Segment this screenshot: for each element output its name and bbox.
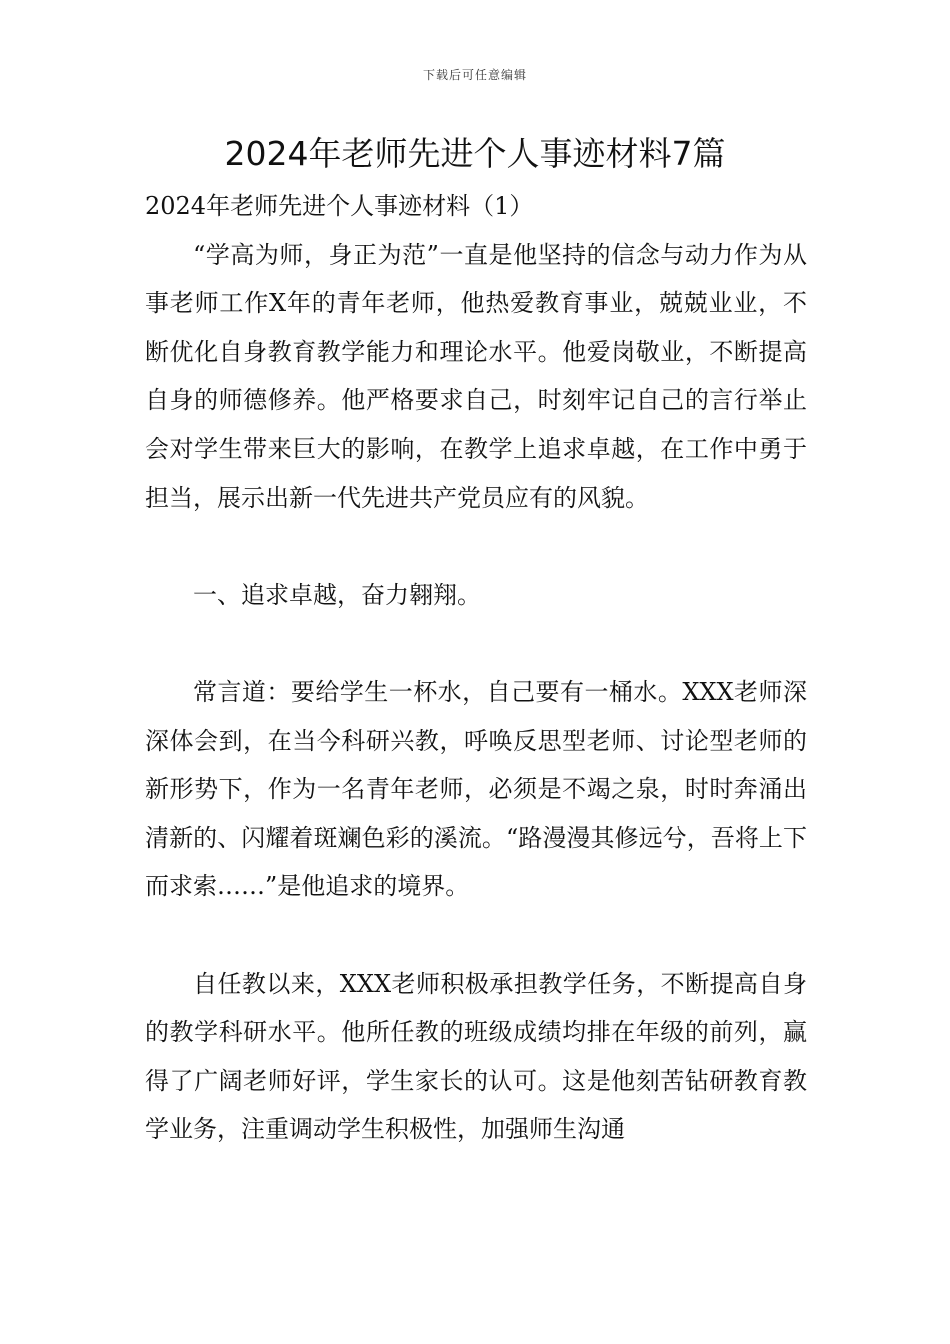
section-subtitle: 2024年老师先进个人事迹材料（1） — [145, 192, 534, 220]
paragraph-intro: “学高为师，身正为范”一直是他坚持的信念与动力作为从事老师工作X年的青年老师，他热爱教育事业，兢兢业业，不断优化自身教育教学能力和理论水平。他爱岗敬业，不断提高自身的师德修养。他严格要求自己，时刻牢记自己的言行举止会对学生带来巨大的影响，在教学上追求卓越，在工作中勇于担当，展示出新一代先进共产党员应有的风貌。 — [145, 240, 807, 512]
paragraph-gap — [145, 619, 807, 668]
paragraph-3: 自任教以来，XXX老师积极承担教学任务，不断提高自身的教学科研水平。他所任教的班级成绩均排在年级的前列，赢得了广阔老师好评，学生家长的认可。这是他刻苦钻研教育教学业务，注重调动学生积极性，加强师生沟通 — [145, 969, 807, 1144]
document-body — [145, 182, 807, 1154]
document-title: 2024年老师先进个人事迹材料7篇 — [224, 134, 726, 173]
paragraph-gap — [145, 522, 807, 571]
header-note: 下载后可任意编辑 — [422, 68, 527, 82]
section-heading-1: 一、追求卓越，奋力翱翔。 — [193, 580, 481, 609]
paragraph-gap — [145, 911, 807, 960]
paragraph-2: 常言道：要给学生一杯水，自己要有一桶水。XXX老师深深体会到，在当今科研兴教，呼唤反思型老师、讨论型老师的新形势下，作为一名青年老师，必须是不竭之泉，时时奔涌出清新的、闪耀着斑斓色彩的溪流。“路漫漫其修远兮，吾将上下而求索……”是他追求的境界。 — [145, 677, 807, 901]
